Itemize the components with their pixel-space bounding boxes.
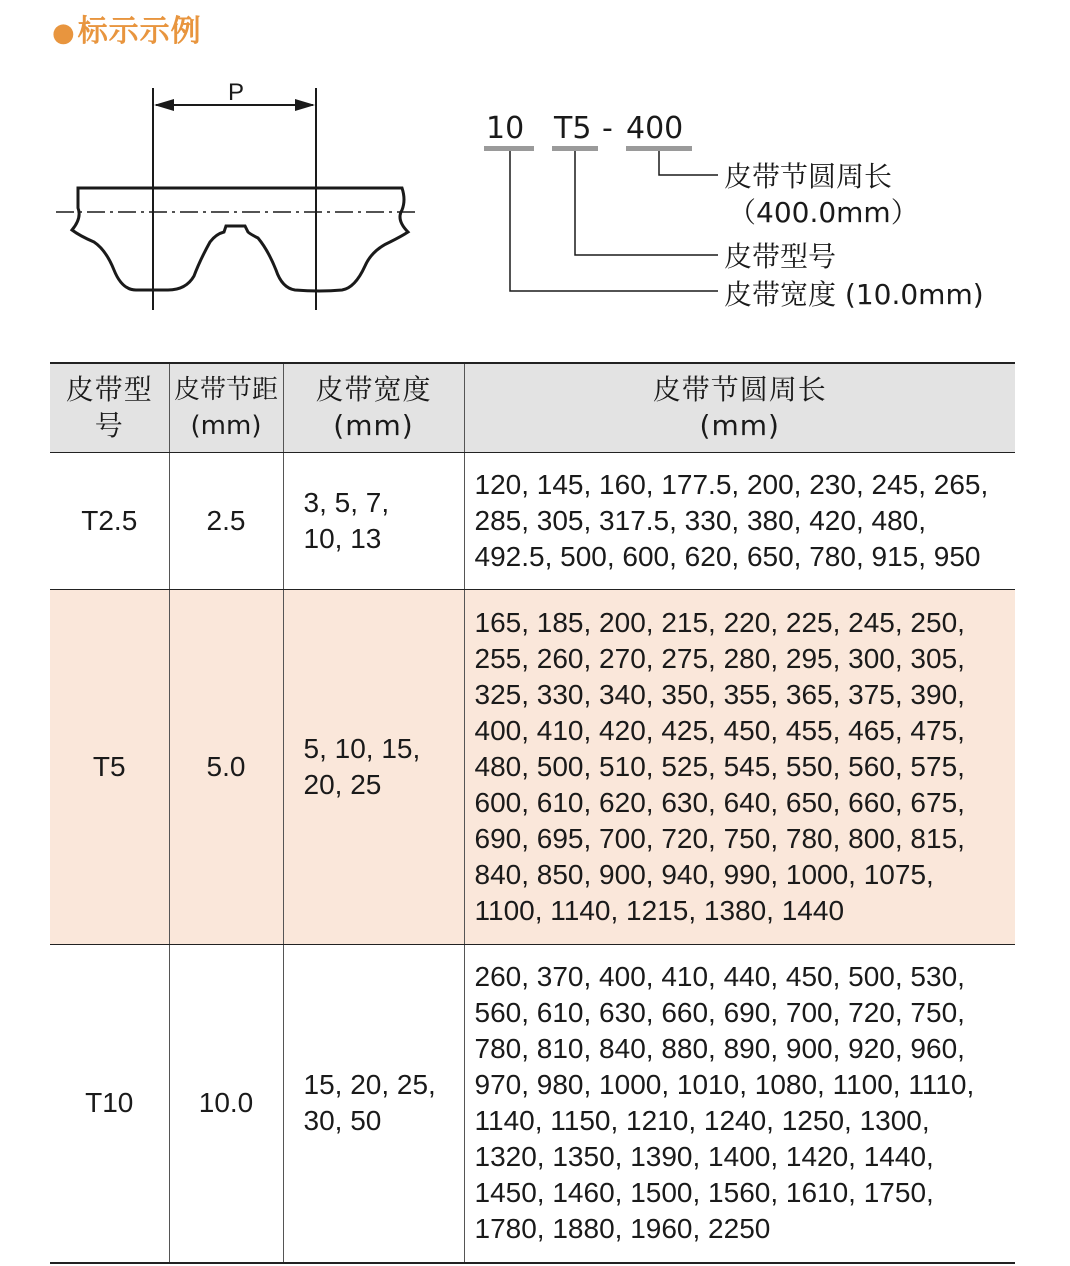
cell-pitch: 10.0 [169, 945, 283, 1263]
cell-widths: 3, 5, 7, 10, 13 [283, 453, 464, 590]
table-row [50, 945, 1015, 1263]
designation-code-diagram [470, 100, 1030, 320]
code-type-part: T5 [554, 111, 592, 146]
header-length-unit: (mm) [699, 409, 780, 442]
header-type-text: 皮带型号 [65, 373, 153, 442]
code-width-underline [484, 146, 534, 151]
section-title-text: 标示示例 [77, 14, 202, 49]
header-type [50, 363, 169, 453]
header-width-unit: (mm) [333, 409, 414, 442]
code-length-part: 400 [626, 111, 684, 146]
length-leader-line [659, 151, 718, 175]
cell-type: T2.5 [50, 453, 169, 590]
width-leader-line [510, 151, 718, 291]
cell-lengths: 165, 185, 200, 215, 220, 225, 245, 250, 255, 260, 270, 275, 280, 295, 300, 305, 325, 330, 340, 350, 355, 365, 375, 390, 400, 410, 420, 425, 450, 455, 465, 475, 480, 500, 510, 525, 545, 550, 560, 575, 600, 610, 620, 630, 640, 650, 660, 675, 690, 695, 700, 720, 750, 780, 800, 815, 840, 850, 900, 940, 990, 1000, 1075, 1100, 1140, 1215, 1380, 1440 [464, 590, 1015, 945]
header-pitch [169, 363, 283, 453]
cell-widths: 15, 20, 25, 30, 50 [283, 945, 464, 1263]
width-label: 皮带宽度 (10.0mm) [724, 278, 984, 311]
header-width-text: 皮带宽度 [315, 373, 432, 406]
cell-type: T10 [50, 945, 169, 1263]
cell-pitch: 2.5 [169, 453, 283, 590]
header-width [283, 363, 464, 453]
length-value-label: （400.0mm） [728, 196, 919, 229]
type-leader-line [575, 151, 718, 255]
header-pitch-text: 皮带节距 [173, 375, 278, 405]
cell-lengths: 120, 145, 160, 177.5, 200, 230, 245, 265, 285, 305, 317.5, 330, 380, 420, 480, 492.5, 500, 600, 620, 650, 780, 915, 950 [464, 453, 1015, 590]
cell-lengths: 260, 370, 400, 410, 440, 450, 500, 530, 560, 610, 630, 660, 690, 700, 720, 750, 780, 810, 840, 880, 890, 900, 920, 960, 970, 980, 1000, 1010, 1080, 1100, 1110, 1140, 1150, 1210, 1240, 1250, 1300, 1320, 1350, 1390, 1400, 1420, 1440, 1450, 1460, 1500, 1560, 1610, 1750, 1780, 1880, 1960, 2250 [464, 945, 1015, 1263]
belt-profile-diagram [50, 70, 430, 320]
type-label: 皮带型号 [724, 240, 837, 273]
pitch-arrow-right-icon [295, 99, 315, 111]
code-width-part: 10 [486, 111, 525, 146]
bullet-dot-icon: ● [52, 18, 76, 48]
cell-pitch: 5.0 [169, 590, 283, 945]
code-length-underline [626, 146, 692, 151]
cell-widths: 5, 10, 15, 20, 25 [283, 590, 464, 945]
belt-outline [72, 188, 408, 291]
length-label: 皮带节圆周长 [724, 160, 893, 193]
section-title [52, 6, 202, 50]
header-pitch-unit: (mm) [190, 411, 262, 441]
cell-type: T5 [50, 590, 169, 945]
belt-spec-table [50, 362, 1015, 1264]
code-type-underline [552, 146, 598, 151]
header-length [464, 363, 1015, 453]
pitch-label: P [227, 79, 245, 106]
table-header-row [50, 363, 1015, 453]
header-length-text: 皮带节圆周长 [652, 373, 827, 406]
code-dash: - [602, 111, 613, 146]
table-row [50, 590, 1015, 945]
pitch-arrow-left-icon [154, 99, 174, 111]
table-row [50, 453, 1015, 590]
